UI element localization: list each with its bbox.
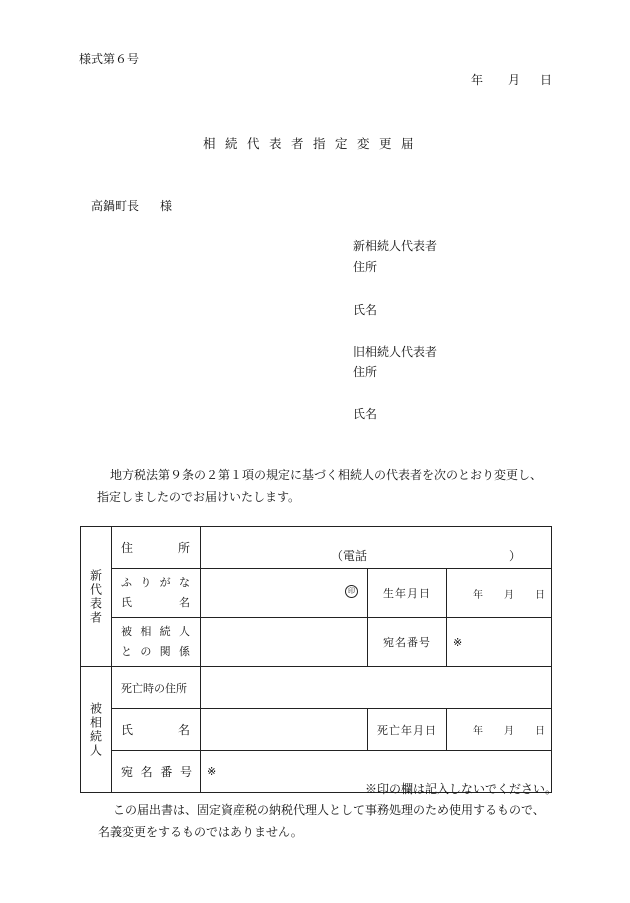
deceased-address-no-value: ※ xyxy=(201,751,552,793)
old-representative-heading: 旧相続人代表者 xyxy=(353,345,438,359)
death-month-unit: 月 xyxy=(504,726,514,737)
furigana-char-1: ふ xyxy=(121,576,132,589)
relation-char-2: 相 xyxy=(140,625,152,638)
relation-char-7: 関 xyxy=(159,645,171,658)
old-representative-address-label: 住所 xyxy=(353,365,378,379)
footnote: ※印の欄は記入しないでください。 xyxy=(365,782,558,796)
date-day: 日 xyxy=(540,73,553,87)
form-number: 様式第６号 xyxy=(79,52,140,66)
new-rep-name-value[interactable] xyxy=(201,569,368,618)
addressee-name: 高鍋町長 xyxy=(91,199,140,213)
new-rep-address-no-label: 宛名番号 xyxy=(368,618,447,667)
new-rep-address-row xyxy=(81,527,552,569)
relation-char-3: 続 xyxy=(159,625,171,638)
new-rep-address-no-value: ※ xyxy=(447,618,552,667)
new-rep-name-row xyxy=(81,569,552,618)
new-representative-name-label: 氏名 xyxy=(353,303,378,317)
birth-year-unit: 年 xyxy=(473,589,483,601)
seal-mark-icon: 印 xyxy=(345,585,358,598)
date-month: 月 xyxy=(508,73,521,87)
furigana-char-3: が xyxy=(159,576,171,589)
new-representative-address-label: 住所 xyxy=(353,260,378,274)
new-representative-heading: 新相続人代表者 xyxy=(353,239,438,253)
name-label-char-1: 氏 xyxy=(121,596,132,609)
relation-char-1: 被 xyxy=(121,625,132,638)
deceased-name-char-2: 名 xyxy=(177,723,190,737)
deceased-name-label xyxy=(112,709,201,751)
note-line-1: この届出書は、固定資産税の納税代理人として事務処理のため使用するもので、 xyxy=(113,803,545,817)
birthdate-value[interactable] xyxy=(447,569,552,618)
new-rep-name-label xyxy=(112,569,201,618)
relation-label xyxy=(112,618,201,667)
death-address-value[interactable] xyxy=(201,667,552,709)
deceased-address-no-label xyxy=(112,751,201,793)
death-year-unit: 年 xyxy=(473,726,483,737)
phone-close: ） xyxy=(509,549,522,563)
furigana-char-4: な xyxy=(178,576,190,589)
old-representative-name-label: 氏名 xyxy=(353,407,378,421)
deceased-group-label: 被相続人 xyxy=(88,701,103,758)
address-label-char-1: 住 xyxy=(121,541,134,555)
new-rep-address-value[interactable] xyxy=(201,527,552,569)
address-label-char-2: 所 xyxy=(177,541,190,555)
deceased-no-char-1: 宛 xyxy=(121,765,134,779)
death-date-label: 死亡年月日 xyxy=(368,709,447,751)
addressee-honorific: 様 xyxy=(160,199,173,213)
statement-line-1: 地方税法第９条の２第１項の規定に基づく相続人の代表者を次のとおり変更し、 xyxy=(110,468,543,482)
relation-char-8: 係 xyxy=(178,645,190,658)
deceased-name-value[interactable] xyxy=(201,709,368,751)
statement-line-2: 指定しましたのでお届けいたします。 xyxy=(97,490,301,504)
new-rep-group-cell xyxy=(81,527,112,667)
death-address-label: 死亡時の住所 xyxy=(112,667,201,709)
document-title: 相続代表者指定変更届 xyxy=(203,136,424,151)
relation-value[interactable] xyxy=(201,618,368,667)
relation-row xyxy=(81,618,552,667)
deceased-name-row xyxy=(81,709,552,751)
deceased-name-char-1: 氏 xyxy=(121,723,134,737)
birthdate-label: 生年月日 xyxy=(368,569,447,618)
relation-char-6: の xyxy=(140,645,152,658)
deceased-no-char-2: 名 xyxy=(140,765,153,779)
furigana-char-2: り xyxy=(140,576,152,589)
name-label-char-2: 名 xyxy=(179,596,190,609)
deceased-group-cell xyxy=(81,667,112,793)
new-rep-address-label xyxy=(112,527,201,569)
phone-label: （電話 xyxy=(331,549,368,563)
notification-form-table xyxy=(80,526,552,793)
birth-day-unit: 日 xyxy=(535,589,545,601)
deceased-no-char-3: 番 xyxy=(160,765,173,779)
deceased-no-char-4: 号 xyxy=(179,765,192,779)
new-rep-group-label: 新代表者 xyxy=(88,568,103,625)
birth-month-unit: 月 xyxy=(504,589,514,601)
death-day-unit: 日 xyxy=(535,726,545,737)
deceased-address-row xyxy=(81,667,552,709)
relation-char-5: と xyxy=(121,645,132,658)
relation-char-4: 人 xyxy=(178,625,190,638)
date-year: 年 xyxy=(471,73,484,87)
note-line-2: 名義変更をするものではありません。 xyxy=(98,825,303,839)
death-date-value[interactable] xyxy=(447,709,552,751)
